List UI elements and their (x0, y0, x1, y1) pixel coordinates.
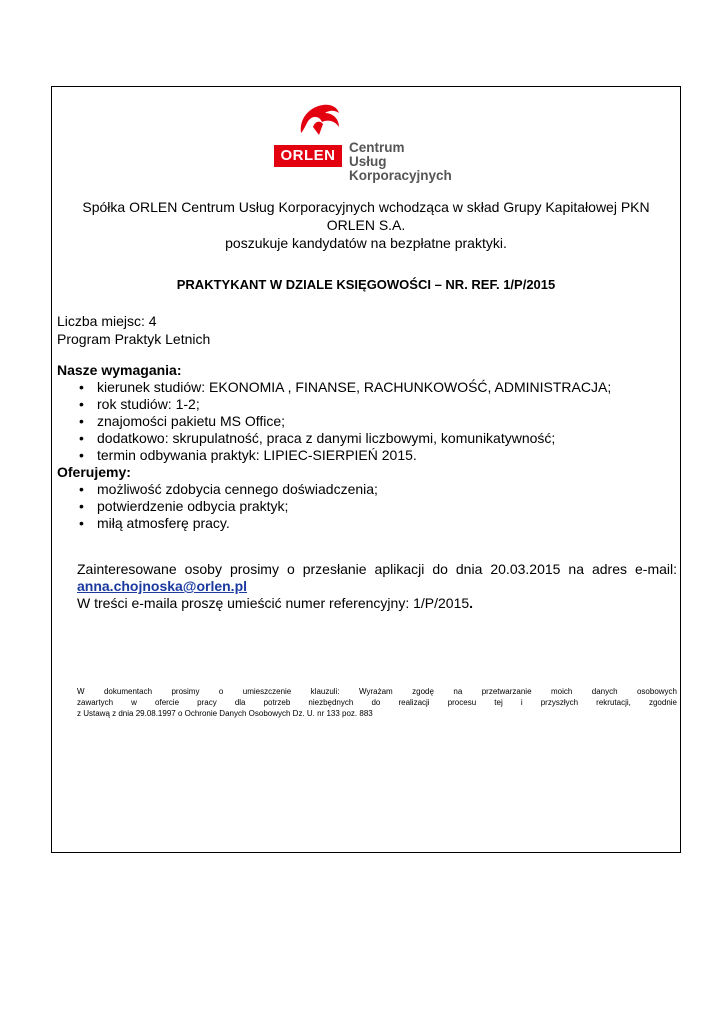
bullet-icon: • (79, 498, 84, 514)
reference-period: . (469, 595, 474, 611)
logo-caption (349, 141, 452, 183)
orlen-eagle-icon (273, 101, 348, 137)
bullet-icon: • (79, 481, 84, 497)
intro-paragraph (52, 198, 680, 252)
bullet-icon: • (79, 413, 84, 429)
intro-line-3: poszukuje kandydatów na bezpłatne praktyki. (225, 235, 507, 251)
requirements-heading: Nasze wymagania: (57, 362, 182, 378)
places-count: Liczba miejsc: 4 (57, 313, 157, 329)
contact-line-3 (77, 595, 677, 612)
requirements-section (57, 362, 677, 532)
intro-line-1: Spółka ORLEN Centrum Usług Korporacyjnych wchodząca w skład Grupy Kapitałowej PKN (82, 199, 650, 215)
requirements-list (57, 379, 677, 464)
contact-paragraph (77, 561, 677, 612)
clause-line-3: z Ustawą z dnia 29.08.1997 o Ochronie Danych Osobowych Dz. U. nr 133 poz. 883 (77, 709, 373, 718)
list-item (79, 413, 677, 430)
company-logo (273, 101, 473, 183)
clause-line-1: W dokumentach prosimy o umieszczenie klauzuli: Wyrażam zgodę na przetwarzanie moich danych osobowych (77, 687, 677, 696)
document-frame (51, 86, 681, 853)
reference-text: W treści e-maila proszę umieścić numer referencyjny: 1/P/2015 (77, 595, 470, 611)
program-name: Program Praktyk Letnich (57, 331, 211, 347)
list-item-text: możliwość zdobycia cennego doświadczenia; (97, 481, 378, 497)
logo-line-3: Korporacyjnych (349, 168, 452, 183)
list-item-text: rok studiów: 1-2; (97, 396, 200, 412)
position-meta (57, 312, 210, 348)
privacy-clause (77, 686, 677, 719)
list-item-text: termin odbywania praktyk: LIPIEC-SIERPIEŃ 2015. (97, 447, 417, 463)
list-item-text: dodatkowo: skrupulatność, praca z danymi liczbowymi, komunikatywność; (97, 430, 556, 446)
offer-list (57, 481, 677, 532)
list-item (79, 447, 677, 464)
list-item-text: kierunek studiów: EKONOMIA , FINANSE, RACHUNKOWOŚĆ, ADMINISTRACJA; (97, 379, 612, 395)
logo-line-1: Centrum (349, 140, 405, 155)
list-item (79, 379, 677, 396)
list-item (79, 481, 677, 498)
offer-heading: Oferujemy: (57, 464, 131, 480)
list-item-text: znajomości pakietu MS Office; (97, 413, 286, 429)
list-item (79, 498, 677, 515)
email-link[interactable]: anna.chojnoska@orlen.pl (77, 578, 248, 594)
list-item (79, 515, 677, 532)
list-item-text: potwierdzenie odbycia praktyk; (97, 498, 289, 514)
logo-line-2: Usług (349, 154, 387, 169)
list-item (79, 430, 677, 447)
contact-line-1: Zainteresowane osoby prosimy o przesłanie aplikacji do dnia 20.03.2015 na adres e-mail: (77, 561, 677, 577)
bullet-icon: • (79, 430, 84, 446)
position-title: PRAKTYKANT W DZIALE KSIĘGOWOŚCI – NR. REF. 1/P/2015 (176, 277, 556, 292)
bullet-icon: • (79, 396, 84, 412)
list-item (79, 396, 677, 413)
intro-line-2: ORLEN S.A. (326, 217, 406, 233)
bullet-icon: • (79, 447, 84, 463)
clause-line-2: zawartych w ofercie pracy dla potrzeb niezbędnych do realizacji procesu tej i przyszłych rekrutacji, zgodnie (77, 698, 677, 707)
logo-brand-box: ORLEN (274, 145, 342, 167)
bullet-icon: • (79, 379, 84, 395)
list-item-text: miłą atmosferę pracy. (97, 515, 230, 531)
bullet-icon: • (79, 515, 84, 531)
